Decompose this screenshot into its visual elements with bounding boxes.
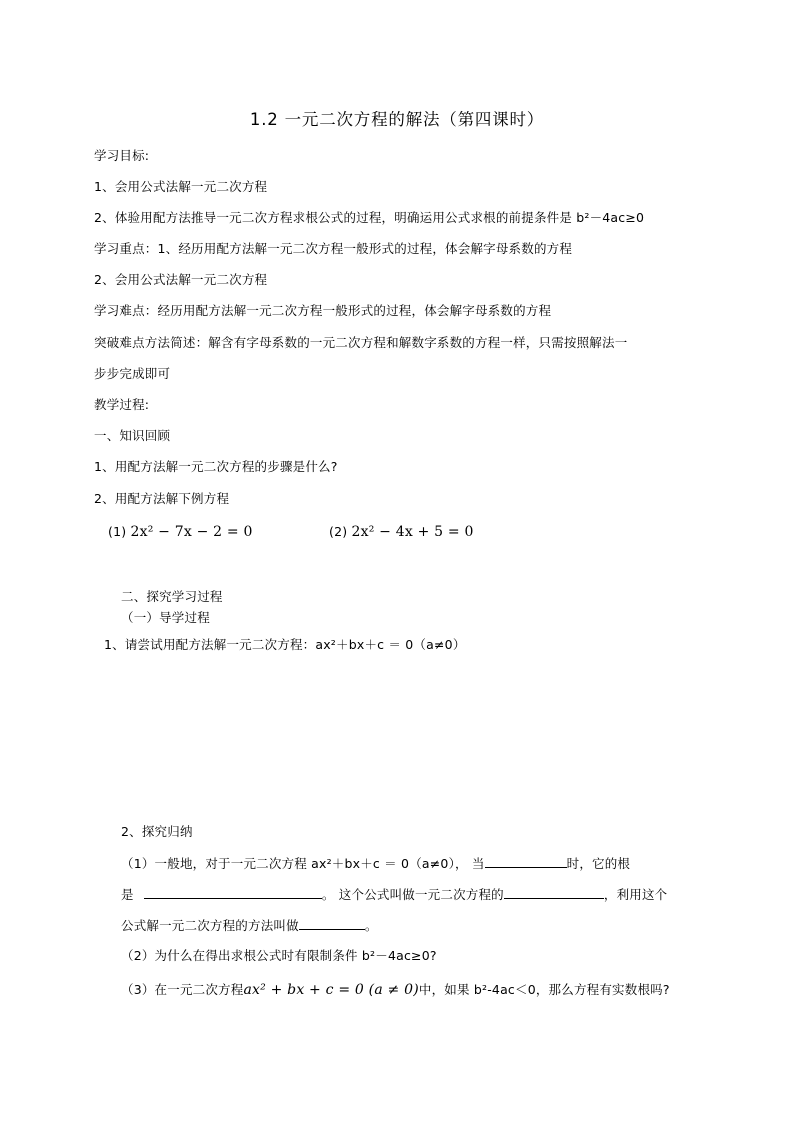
summary-p2-text-b: 。 这个公式叫做一元二次方程的 — [321, 887, 504, 902]
difficulty-line: 学习难点：经历用配方法解一元二次方程一般形式的过程，体会解字母系数的方程 — [94, 303, 552, 318]
review-question-1: 1、用配方法解一元二次方程的步骤是什么? — [94, 459, 338, 474]
breakthrough-line-2: 步步完成即可 — [94, 366, 171, 381]
summary-p2-text-c: ，利用这个 — [603, 887, 668, 902]
condition-blank[interactable] — [485, 853, 567, 868]
review-question-2: 2、用配方法解下例方程 — [94, 491, 230, 506]
equation-2-label: (2) — [329, 524, 348, 539]
summary-p2-text-a: 是 — [121, 887, 134, 902]
formula-name-blank[interactable] — [504, 884, 604, 899]
goal-item-2: 2、体验用配方法推导一元二次方程求根公式的过程，明确运用公式求根的前提条件是 b²－4ac≥0 — [94, 210, 645, 225]
summary-q3-text-a: （3）在一元二次方程 — [121, 982, 244, 997]
method-name-blank[interactable] — [299, 915, 365, 930]
review-heading: 一、知识回顾 — [94, 428, 171, 443]
summary-heading: 2、探究归纳 — [121, 824, 193, 839]
summary-p1-text-a: （1）一般地，对于一元二次方程 ax²＋bx＋c ＝ 0（a≠0）， 当 — [121, 856, 485, 871]
process-heading: 教学过程: — [94, 397, 150, 412]
equation-1-label: (1) — [108, 524, 127, 539]
explore-heading: 二、探究学习过程 — [121, 589, 223, 604]
summary-paragraph-3 — [121, 915, 378, 934]
explore-sub-heading: （一）导学过程 — [121, 610, 210, 625]
equation-1-text: 2x² − 7x − 2 = 0 — [130, 524, 253, 540]
summary-paragraph-1 — [121, 853, 630, 872]
summary-p3-text-a: 公式解一元二次方程的方法叫做 — [121, 918, 299, 933]
summary-p3-text-b: 。 — [364, 918, 378, 933]
key-points-line-1: 学习重点：1、经历用配方法解一元二次方程一般形式的过程，体会解字母系数的方程 — [94, 241, 573, 256]
equation-2-text: 2x² − 4x + 5 = 0 — [351, 524, 474, 540]
summary-q3-equation: ax² + bx + c = 0 (a ≠ 0) — [243, 982, 419, 998]
summary-q3-text-b: 中，如果 b²-4ac＜0，那么方程有实数根吗? — [418, 982, 670, 997]
equation-2 — [329, 524, 474, 540]
equation-1 — [108, 524, 253, 540]
goals-heading: 学习目标: — [94, 148, 150, 163]
summary-paragraph-2 — [121, 884, 667, 903]
summary-question-2: （2）为什么在得出求根公式时有限制条件 b²－4ac≥0? — [121, 948, 437, 963]
breakthrough-line-1: 突破难点方法简述：解含有字母系数的一元二次方程和解数字系数的方程一样，只需按照解法一 — [94, 335, 628, 350]
root-formula-blank[interactable] — [144, 884, 322, 899]
summary-p1-text-b: 时，它的根 — [566, 856, 631, 871]
summary-question-3 — [121, 980, 670, 998]
goal-item-1: 1、会用公式法解一元二次方程 — [94, 179, 268, 194]
key-points-line-2: 2、会用公式法解一元二次方程 — [94, 272, 268, 287]
page-title: 1.2 一元二次方程的解法（第四课时） — [249, 110, 545, 129]
explore-task-1: 1、请尝试用配方法解一元二次方程：ax²＋bx＋c ＝ 0（a≠0） — [104, 637, 466, 652]
